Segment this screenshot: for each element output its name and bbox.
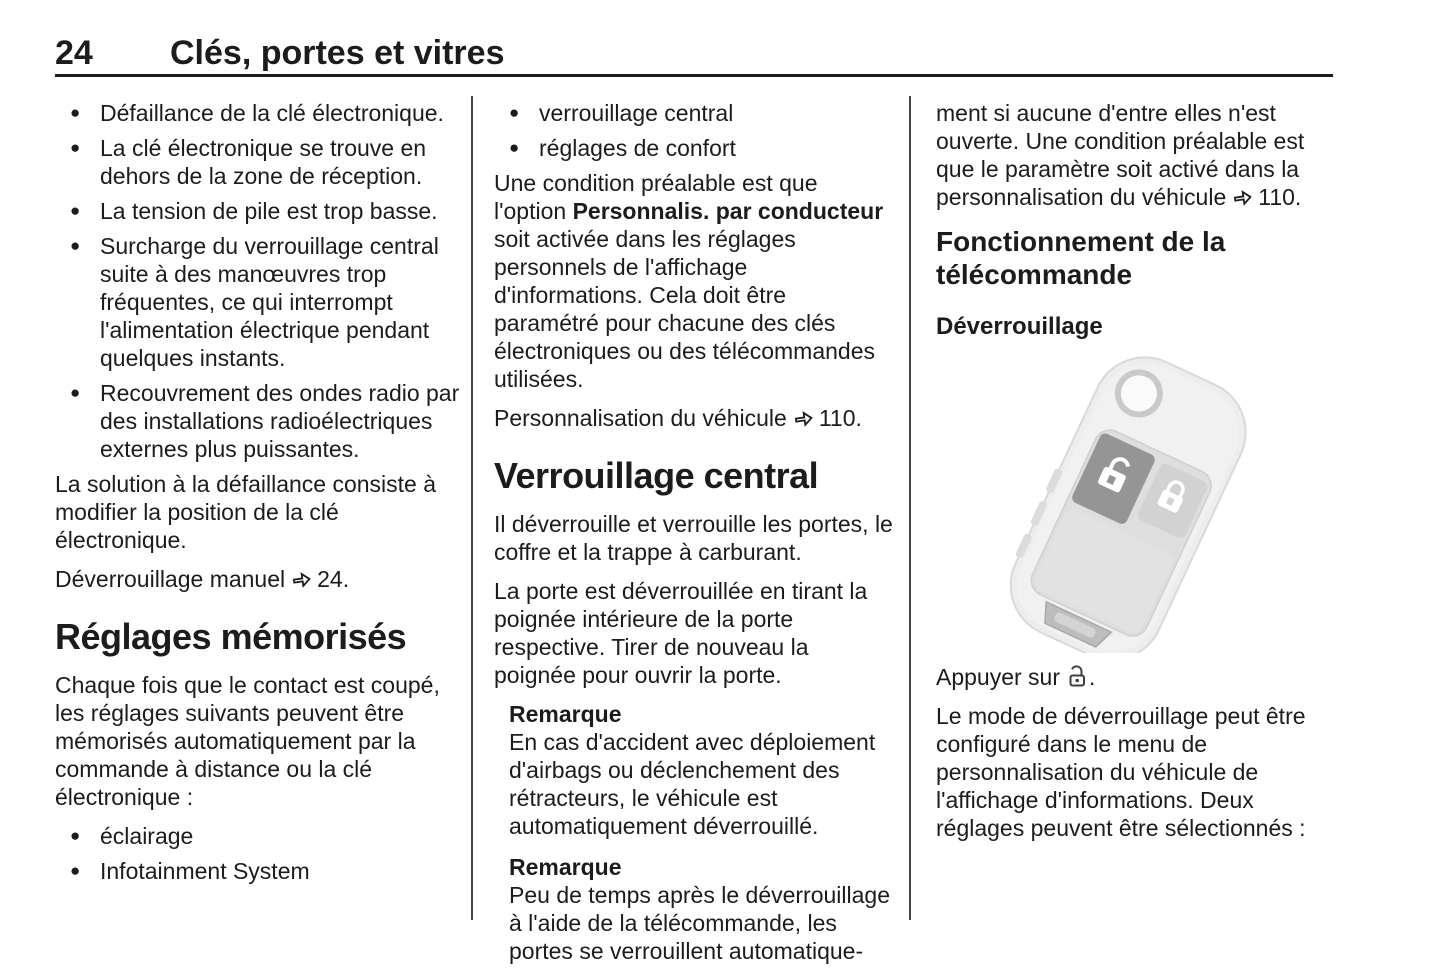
list-item-text: Infotainment System xyxy=(100,858,310,884)
bullet-icon: ● xyxy=(70,861,81,880)
list-item xyxy=(55,857,461,885)
chapter-title: Clés, portes et vitres xyxy=(170,34,505,72)
note-block xyxy=(509,700,896,840)
reference-page: 110. xyxy=(1258,184,1302,210)
list-item xyxy=(55,822,461,850)
list-item-text: La tension de pile est trop basse. xyxy=(100,198,438,224)
bullet-icon: ● xyxy=(70,201,81,220)
list-item xyxy=(494,99,896,127)
column-2 xyxy=(494,99,896,978)
list-item-text: Recouvrement des ondes radio par des installations radioélectriques externes plus puissantes. xyxy=(100,380,460,462)
paragraph: Chaque fois que le contact est coupé, les réglages suivants peuvent être mémorisés automatiquement par la commande à distance ou la clé électronique : xyxy=(55,672,440,810)
menu-option-name: Personnalis. par conducteur xyxy=(572,198,884,224)
list-item-text: réglages de confort xyxy=(539,135,736,161)
paragraph-text: ment si aucune d'entre elles n'est ouverte. Une condition préalable est que le paramètre soit activé dans la personnalisation du véhicule xyxy=(936,100,1305,210)
column-divider xyxy=(471,96,473,920)
remote-key-illustration xyxy=(936,351,1336,653)
bullet-icon: ● xyxy=(509,138,520,157)
column-divider xyxy=(909,96,911,920)
page-reference-arrow-icon xyxy=(794,410,814,428)
page-reference-arrow-icon xyxy=(292,571,312,589)
instruction-text: Appuyer sur xyxy=(936,664,1061,690)
note-text: Peu de temps après le déverrouillage à l'aide de la télécommande, les portes se verrouillent automatique- xyxy=(509,882,891,964)
bullet-icon: ● xyxy=(70,383,81,402)
paragraph xyxy=(936,99,1336,211)
remote-key-figure xyxy=(936,351,1336,653)
paragraph: La solution à la défaillance consiste à modifier la position de la clé électronique. xyxy=(55,471,437,553)
bullet-icon: ● xyxy=(509,103,520,122)
page-reference-arrow-icon xyxy=(1233,189,1253,207)
reference-page: 24. xyxy=(317,566,350,592)
bullet-icon: ● xyxy=(70,826,81,845)
paragraph-text: Une condition préalable est que l'option xyxy=(494,170,818,224)
paragraph: La porte est déverrouillée en tirant la poignée intérieure de la porte respective. Tirer de nouveau la poignée pour ouvrir la porte. xyxy=(494,578,868,688)
press-instruction xyxy=(936,663,1336,691)
page-reference xyxy=(494,404,896,432)
list-item-text: Défaillance de la clé électronique. xyxy=(100,100,444,126)
sub-heading: Fonctionnement de la télécommande xyxy=(936,226,1226,290)
reference-text: Personnalisation du véhicule xyxy=(494,405,787,431)
paragraph: Il déverrouille et verrouille les portes, le coffre et la trappe à carburant. xyxy=(494,511,893,565)
list-item xyxy=(55,197,461,225)
list-item-text: éclairage xyxy=(100,823,194,849)
note-label: Remarque xyxy=(509,854,622,880)
section-heading: Réglages mémorisés xyxy=(55,616,407,657)
paragraph xyxy=(494,169,896,393)
list-item xyxy=(55,134,461,190)
section-heading: Verrouillage central xyxy=(494,455,819,496)
unlock-icon xyxy=(1067,664,1088,689)
column-1 xyxy=(55,99,461,892)
instruction-text: . xyxy=(1089,664,1096,690)
paragraph-text: soit activée dans les réglages personnels de l'affichage d'informations. Cela doit être paramétré pour chacune des clés électroniques ou des télécommandes utilisées. xyxy=(494,226,876,392)
list-item xyxy=(494,134,896,162)
paragraph: Le mode de déverrouillage peut être configuré dans le menu de personnalisation du véhicule de l'affichage d'informations. Deux réglages peuvent être sélectionnés : xyxy=(936,703,1306,841)
header-rule xyxy=(55,74,1333,77)
reference-text: Déverrouillage manuel xyxy=(55,566,286,592)
list-item-text: La clé électronique se trouve en dehors de la zone de réception. xyxy=(100,135,427,189)
list-item-text: Surcharge du verrouillage central suite à des manœuvres trop fréquentes, ce qui interrompt l'alimentation électrique pendant quelques instants. xyxy=(100,233,439,371)
page-number: 24 xyxy=(55,34,93,72)
note-text: En cas d'accident avec déploiement d'airbags ou déclenchement des rétracteurs, le véhicule est automatiquement déverrouillé. xyxy=(509,729,876,839)
bullet-icon: ● xyxy=(70,138,81,157)
bullet-icon: ● xyxy=(70,103,81,122)
note-label: Remarque xyxy=(509,701,622,727)
list-item xyxy=(55,232,461,372)
list-item xyxy=(55,379,461,463)
note-block xyxy=(509,853,896,965)
unlock-label: Déverrouillage xyxy=(936,313,1103,340)
list-item-text: verrouillage central xyxy=(539,100,734,126)
list-item xyxy=(55,99,461,127)
column-3 xyxy=(936,99,1336,853)
reference-page: 110. xyxy=(818,405,862,431)
bullet-icon: ● xyxy=(70,236,81,255)
page-reference xyxy=(55,565,461,593)
